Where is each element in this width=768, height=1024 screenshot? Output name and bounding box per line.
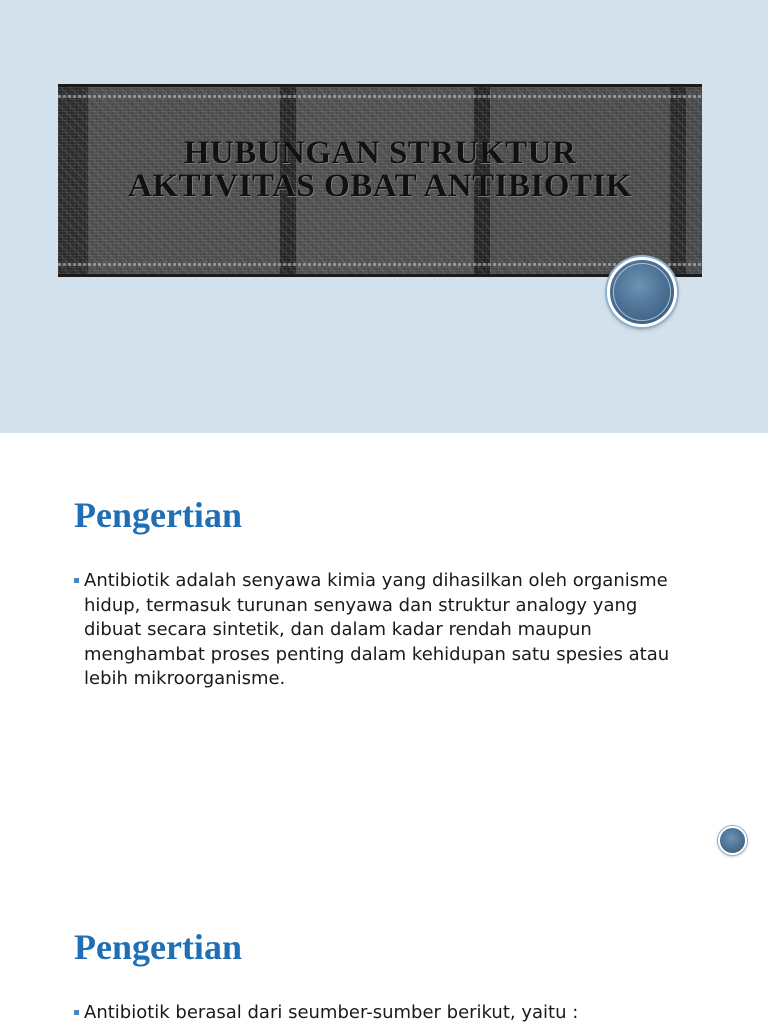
bullet-item bbox=[74, 569, 694, 692]
bullet-text: Antibiotik adalah senyawa kimia yang dihasilkan oleh organisme hidup, termasuk turunan senyawa dan struktur analogy yang dibuat secara sintetik, dan dalam kadar rendah maupun menghambat proses penting dalam kehidupan satu spesies atau lebih mikroorganisme. bbox=[84, 570, 670, 689]
circle-badge-icon bbox=[607, 257, 677, 327]
slide-title bbox=[58, 137, 702, 203]
circle-badge-small-icon bbox=[718, 826, 747, 855]
bullet-item-2 bbox=[74, 1001, 694, 1024]
section-heading-2: Pengertian bbox=[74, 927, 242, 967]
content-slide bbox=[0, 433, 768, 1024]
section-heading: Pengertian bbox=[74, 495, 242, 535]
slide-title-line-2: AKTIVITAS OBAT ANTIBIOTIK bbox=[128, 168, 632, 204]
square-bullet-icon bbox=[74, 1010, 79, 1015]
title-banner bbox=[58, 84, 702, 277]
slide-title-line-1: HUBUNGAN STRUKTUR bbox=[183, 135, 577, 171]
bullet-text-2: Antibiotik berasal dari seumber-sumber berikut, yaitu : bbox=[84, 1002, 579, 1023]
title-slide bbox=[0, 0, 768, 433]
square-bullet-icon bbox=[74, 578, 79, 583]
